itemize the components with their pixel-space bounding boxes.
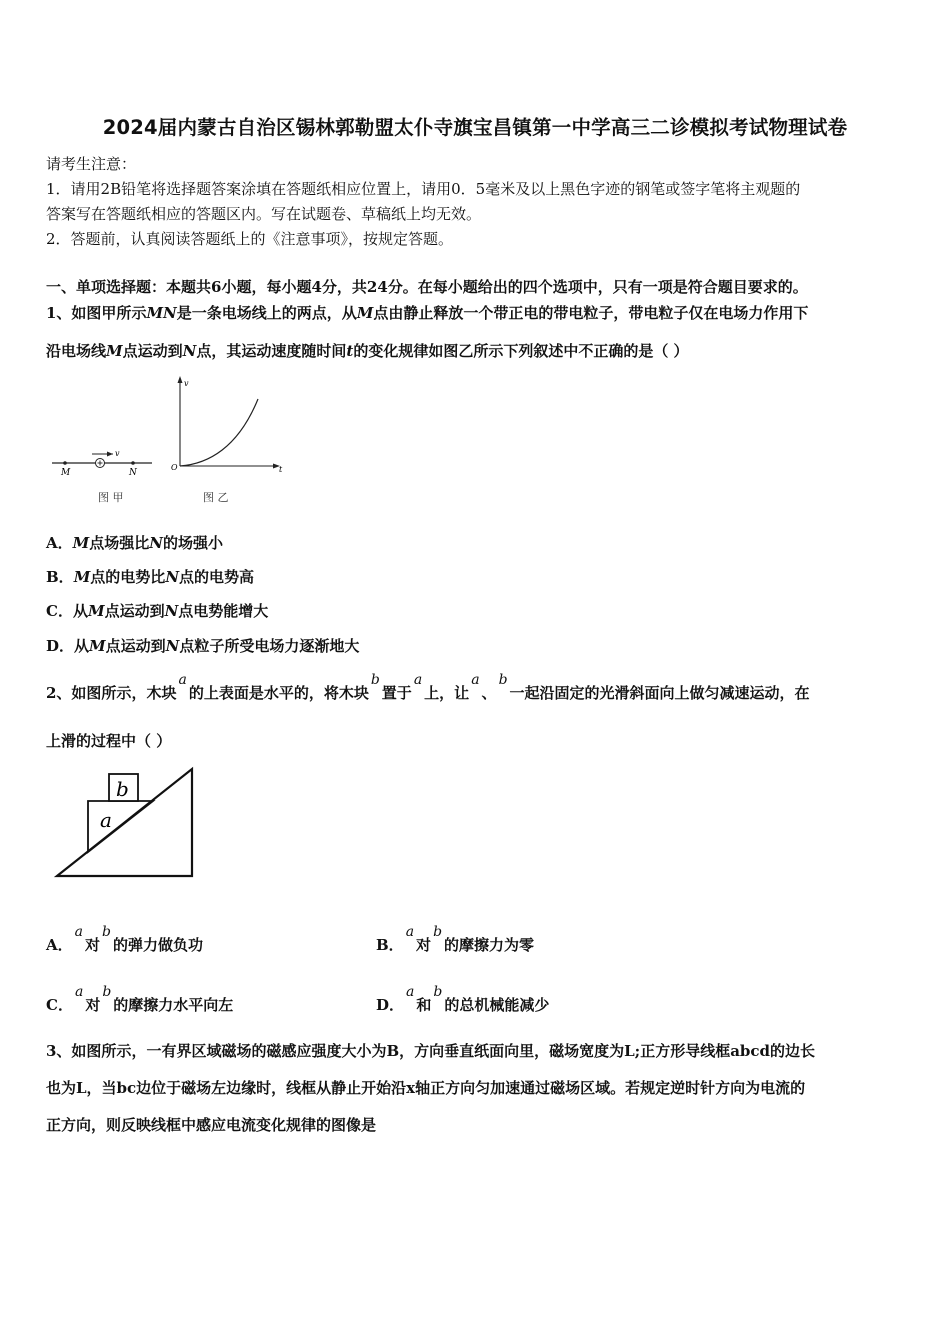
velocity-time-curve — [180, 399, 258, 466]
label-block-a: a — [100, 808, 112, 832]
q2-option-a[interactable]: A．$^a$对$^b$的弹力做负功 — [46, 924, 203, 954]
notice-line-2: 答案写在答题纸相应的答题区内。写在试题卷、草稿纸上均无效。 — [46, 205, 482, 223]
velocity-label: v — [115, 449, 120, 458]
point-n-dot — [131, 461, 135, 465]
q1-stem-line-1: 1、如图甲所示MN是一条电场线上的两点，从M点由静止释放一个带正电的带电粒子，带电粒子仅在电场力作用下 — [46, 304, 809, 322]
block-a — [88, 801, 153, 852]
point-m-dot — [63, 461, 67, 465]
q1-option-d[interactable]: D．从M点运动到N点粒子所受电场力逐渐地大 — [46, 637, 360, 655]
q2-stem-line-1: 2、如图所示，木块$^a$的上表面是水平的，将木块$^b$置于$^a$上，让$^a$、$^b$一起沿固定的光滑斜面向上做匀减速运动，在 — [46, 672, 810, 702]
q2-option-b[interactable]: B．$^a$对$^b$的摩擦力为零 — [376, 924, 535, 954]
notice-line-1: 1．请用2B铅笔将选择题答案涂填在答题纸相应位置上，请用0．5毫米及以上黑色字迹的钢笔或签字笔将主观题的 — [46, 180, 801, 198]
q1-option-a[interactable]: A．M点场强比N的场强小 — [46, 534, 223, 552]
label-m: M — [61, 468, 71, 478]
origin-label: O — [171, 463, 178, 472]
notice-line-3: 2．答题前，认真阅读答题纸上的《注意事项》，按规定答题。 — [46, 230, 454, 248]
label-block-b: b — [116, 777, 129, 801]
q2-option-c[interactable]: C．$^a$对$^b$的摩擦力水平向左 — [46, 984, 234, 1014]
q3-stem-line-1: 3、如图所示，一有界区域磁场的磁感应强度大小为B，方向垂直纸面向里，磁场宽度为L;正方形导线框abcd的边长 — [46, 1042, 816, 1060]
q1-option-b[interactable]: B．M点的电势比N点的电势高 — [46, 568, 255, 586]
caption-figure-b: 图 乙 — [203, 491, 229, 504]
axis-v-label: v — [184, 379, 189, 388]
caption-figure-a: 图 甲 — [98, 491, 124, 504]
q2-option-d[interactable]: D．$^a$和$^b$的总机械能减少 — [376, 984, 550, 1014]
axis-t-label: t — [279, 465, 283, 474]
q3-stem-line-2: 也为L，当bc边位于磁场左边缘时，线框从静止开始沿x轴正方向匀加速通过磁场区域。若规定逆时针方向为电流的 — [46, 1079, 806, 1097]
q1-option-c[interactable]: C．从M点运动到N点电势能增大 — [46, 602, 269, 620]
q1-figure — [48, 368, 298, 513]
section-heading: 一、单项选择题：本题共6小题，每小题4分，共24分。在每小题给出的四个选项中，只有一项是符合题目要求的。 — [46, 278, 808, 296]
q3-stem-line-3: 正方向，则反映线框中感应电流变化规律的图像是 — [46, 1116, 377, 1134]
q2-figure — [52, 764, 202, 882]
q1-stem-line-2: 沿电场线M点运动到N点，其运动速度随时间t的变化规律如图乙所示下列叙述中不正确的是（ ） — [46, 342, 689, 360]
q2-stem-line-2: 上滑的过程中（ ） — [46, 732, 172, 750]
page-title: 2024届内蒙古自治区锡林郭勒盟太仆寺旗宝昌镇第一中学高三二诊模拟考试物理试卷 — [102, 116, 848, 139]
notice-heading: 请考生注意： — [46, 155, 137, 173]
label-n: N — [129, 468, 137, 478]
